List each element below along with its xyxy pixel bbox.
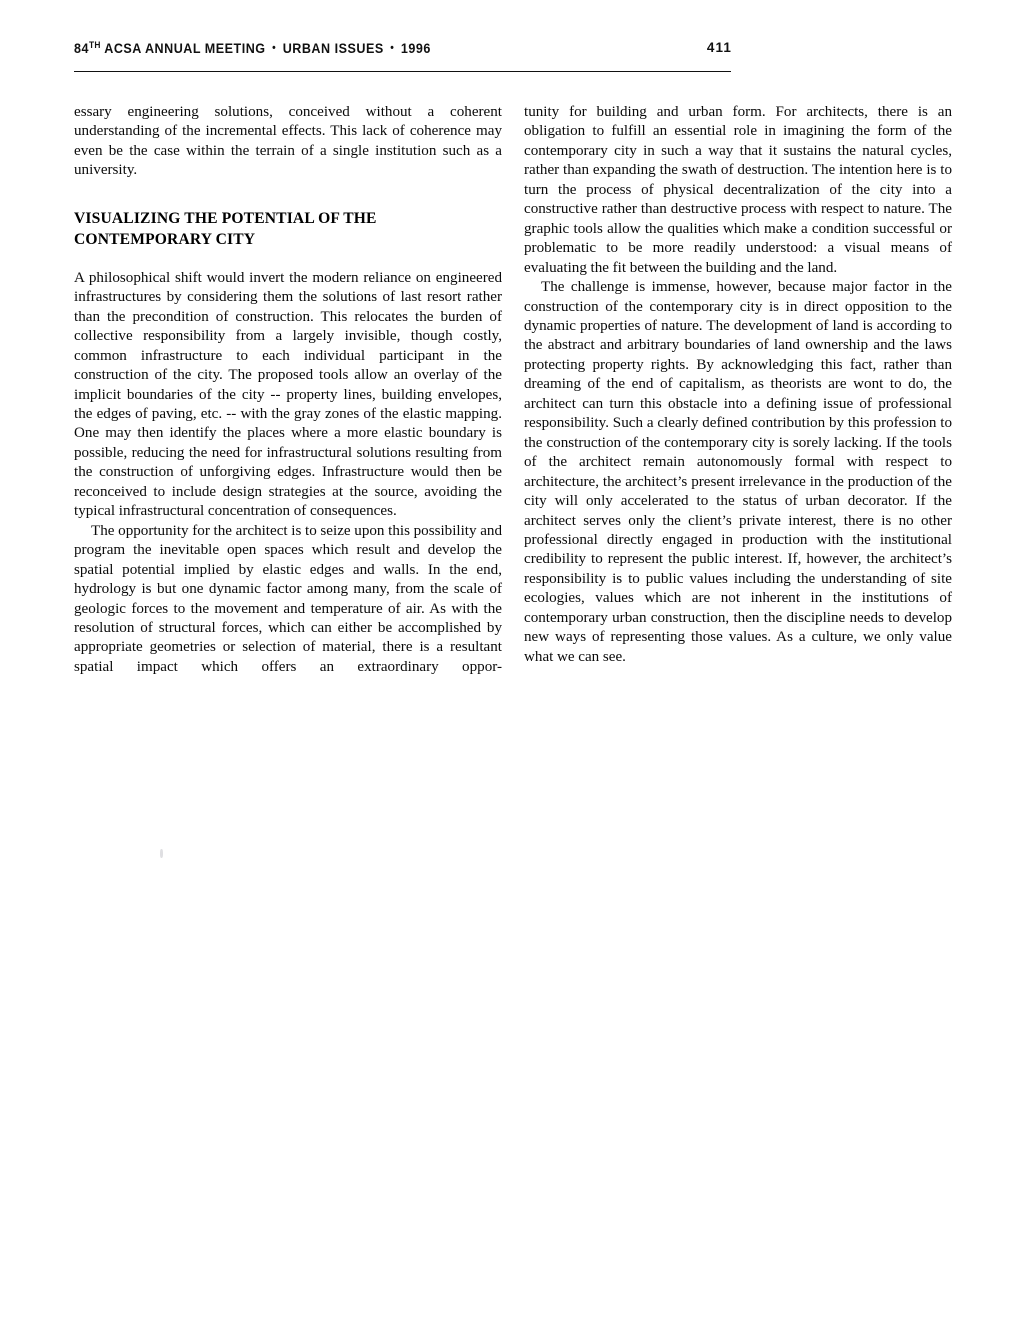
heading-spacer-bottom [74, 250, 502, 269]
meeting-name: ACSA ANNUAL MEETING [104, 41, 266, 56]
two-column-body [74, 103, 952, 677]
paragraph-left-1: A philosophical shift would invert the modern reliance on engineered infrastructures by considering them the solutions of last resort rather than the precondition of construction. This relocates the burden of collective responsibility from a largely invisible, though costly, common infrastructure to each individual participant in the construction of the city. The proposed tools allow an overlay of the implicit boundaries of the city -- property lines, building envelopes, the edges of paving, etc. -- with the gray zones of the elastic mapping. One may then identify the places where a more elastic boundary is possible, reducing the need for infrastructural solutions resulting from the construction of unforgiving edges. Infrastructure would then be reconceived to include design strategies at the source, avoiding the typical infrastructural concentration of consequences. [74, 269, 502, 520]
page-number: 411 [706, 40, 732, 55]
paragraph-continued-right: tunity for building and urban form. For architects, there is an obligation to fulfill an essential role in imagining the form of the contemporary city in such a way that it sustains the natural cycles, rather than expanding the swath of destruction. The intention here is to turn the process of physical decentralization of the city into a constructive rather than destructive process with respect to nature. The graphic tools allow the qualities which make a condition successful or problematic to be more readily understood: a visual means of evaluating the fit between the building and the land. [524, 104, 952, 276]
meeting-ordinal-suffix: TH [88, 40, 101, 50]
paragraph-left-2: The opportunity for the architect is to seize upon this possibility and program the inevitable open spaces which result and develop the spatial potential implied by elastic edges and walls. In the end, hydrology is but one dynamic factor among many, from the scale of geologic forces to the movement and temperature of air. As with the resolution of structural forces, which can either be accomplished by appropriate geometries or selection of material, there is a resultant spatial impact which offers an extraordinary oppor- [74, 522, 502, 675]
running-head [74, 40, 732, 64]
heading-spacer-top [74, 181, 502, 208]
section-heading: VISUALIZING THE POTENTIAL OF THE CONTEMPORARY CITY [74, 209, 377, 248]
running-head-text [74, 40, 431, 56]
meeting-ordinal: 84 [74, 41, 89, 56]
left-column [74, 103, 502, 677]
header-divider [74, 71, 731, 72]
paragraph-right-1: The challenge is immense, however, because major factor in the construction of the contemporary city is in direct opposition to the dynamic properties of nature. The development of land is according to the abstract and arbitrary boundaries of land ownership and the laws protecting property rights. By acknowledging this fact, rather than dreaming of the end of capitalism, as theorists are wont to do, the architect can turn this obstacle into a defining issue of professional responsibility. Such a clearly defined contribution by this profession to the construction of the contemporary city is sorely lacking. If the tools of the architect remain autonomously formal with respect to architecture, the architect’s present irrelevance in the production of the city will only accelerated to the status of urban decorator. If the architect serves only the client’s private interest, there is no other professional directly engaged in production with the institutional credibility to represent the public interest. If, however, the architect’s responsibility is to public values including the understanding of site ecologies, values which are not inherent in the institutions of contemporary urban construction, then the discipline needs to develop new ways of representing those values. As a culture, we only value what we can see. [524, 279, 952, 665]
meeting-theme: URBAN ISSUES [282, 41, 384, 56]
meeting-year: 1996 [400, 41, 431, 56]
bullet-separator-icon: • [272, 42, 277, 54]
right-column [524, 103, 952, 677]
bullet-separator-icon-2: • [390, 42, 395, 54]
scan-artifact [160, 849, 163, 858]
paragraph-continued-left: essary engineering solutions, conceived without a coherent understanding of the incremental effects. This lack of coherence may even be the case within the terrain of a single institution such as a university. [74, 104, 502, 179]
